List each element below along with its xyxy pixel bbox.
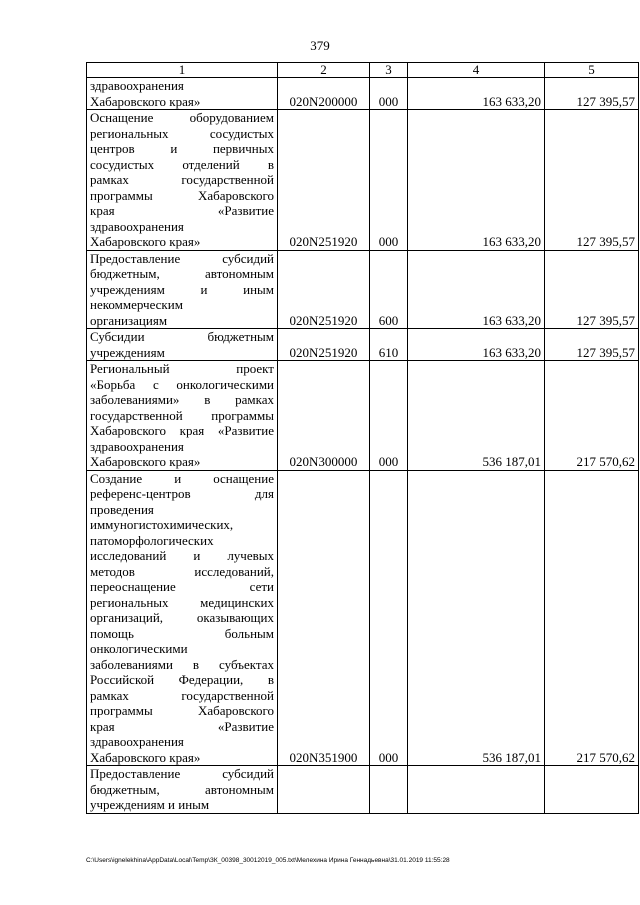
row-name-line: Хабаровского края» xyxy=(90,93,201,109)
table-row xyxy=(87,78,639,110)
row-name-line: сосудистых отделений в xyxy=(90,156,274,172)
row-name-line: Хабаровского края» xyxy=(90,454,201,469)
budget-code-cell: 020N251920 xyxy=(278,250,370,329)
row-name-line: бюджетным, автономным xyxy=(90,781,274,797)
row-name-line: здравоохранения xyxy=(90,218,184,234)
row-name-line: учреждениям xyxy=(90,344,165,360)
amount-column-5-cell: 217 570,62 xyxy=(545,470,639,766)
row-name-line: Региональный проект xyxy=(90,361,274,376)
column-header-4: 4 xyxy=(408,63,545,78)
row-name-line: переоснащение сети xyxy=(90,579,274,594)
row-name-line: заболеваниями в субъектах xyxy=(90,656,274,672)
row-name-cell xyxy=(87,78,278,110)
row-name-line: региональных сосудистых xyxy=(90,125,274,141)
table-header-row xyxy=(87,63,639,78)
footer-file-path: C:\Users\ignelekhina\AppData\Local\Temp\ЗК_00398_30012019_005.txt\Мелехина Ирина Геннадьевна\31.01.2019 11:55:28 xyxy=(86,857,450,864)
budget-code-cell: 020N300000 xyxy=(278,361,370,471)
amount-column-5-cell: 127 395,57 xyxy=(545,250,639,329)
amount-column-5-cell: 217 570,62 xyxy=(545,361,639,471)
budget-code-cell: 020N200000 xyxy=(278,78,370,110)
budget-code-cell: 020N251920 xyxy=(278,329,370,361)
expense-type-cell: 000 xyxy=(370,470,408,766)
expense-type-cell: 610 xyxy=(370,329,408,361)
row-name-line: рамках государственной xyxy=(90,687,274,703)
row-name-cell xyxy=(87,766,278,814)
row-name-line: Создание и оснащение xyxy=(90,470,274,486)
row-name-line: некоммерческим xyxy=(90,297,183,312)
row-name-line: центров и первичных xyxy=(90,141,274,156)
budget-table xyxy=(86,62,639,814)
table-row xyxy=(87,250,639,329)
row-name-line: методов исследований, xyxy=(90,563,274,579)
row-name-line: региональных медицинских xyxy=(90,594,274,610)
amount-column-4-cell: 536 187,01 xyxy=(408,361,545,471)
amount-column-4-cell: 163 633,20 xyxy=(408,250,545,329)
row-name-line: программы Хабаровского xyxy=(90,187,274,203)
row-name-line: Субсидии бюджетным xyxy=(90,329,274,344)
amount-column-5-cell: 127 395,57 xyxy=(545,110,639,251)
expense-type-cell xyxy=(370,766,408,814)
row-name-line: Хабаровского края» xyxy=(90,234,201,249)
row-name-line: организаций, оказывающих xyxy=(90,610,274,625)
row-name-line: Хабаровского края «Развитие xyxy=(90,423,274,438)
row-name-line: здравоохранения xyxy=(90,78,184,93)
row-name-line: проведения xyxy=(90,501,154,517)
amount-column-5-cell xyxy=(545,766,639,814)
row-name-line: края «Развитие xyxy=(90,718,274,734)
table-row xyxy=(87,766,639,814)
row-name-line: Предоставление субсидий xyxy=(90,250,274,266)
expense-type-cell: 000 xyxy=(370,110,408,251)
table-row xyxy=(87,110,639,251)
budget-code-cell xyxy=(278,766,370,814)
budget-code-cell: 020N351900 xyxy=(278,470,370,766)
row-name-line: программы Хабаровского xyxy=(90,703,274,718)
row-name-line: «Борьба с онкологическими xyxy=(90,376,274,392)
amount-column-4-cell: 536 187,01 xyxy=(408,470,545,766)
row-name-line: онкологическими xyxy=(90,641,188,656)
expense-type-cell: 000 xyxy=(370,78,408,110)
row-name-line: Российской Федерации, в xyxy=(90,672,274,687)
row-name-line: иммуногистохимических, xyxy=(90,517,234,532)
row-name-line: Хабаровского края» xyxy=(90,749,201,765)
row-name-line: референс-центров для xyxy=(90,486,274,501)
table-body xyxy=(87,78,639,814)
row-name-line: здравоохранения xyxy=(90,734,184,749)
row-name-line: заболеваниями» в рамках xyxy=(90,392,274,407)
expense-type-cell: 000 xyxy=(370,361,408,471)
row-name-line: учреждениям и иным xyxy=(90,281,274,297)
column-header-1: 1 xyxy=(87,63,278,78)
row-name-line: государственной программы xyxy=(90,407,274,423)
table-row xyxy=(87,470,639,766)
amount-column-4-cell xyxy=(408,766,545,814)
amount-column-4-cell: 163 633,20 xyxy=(408,110,545,251)
column-header-3: 3 xyxy=(370,63,408,78)
row-name-line: Предоставление субсидий xyxy=(90,766,274,781)
row-name-line: помощь больным xyxy=(90,625,274,641)
row-name-cell xyxy=(87,361,278,471)
amount-column-4-cell: 163 633,20 xyxy=(408,329,545,361)
row-name-line: Оснащение оборудованием xyxy=(90,110,274,125)
page-number: 379 xyxy=(310,38,330,53)
row-name-line: рамках государственной xyxy=(90,172,274,187)
table-row xyxy=(87,329,639,361)
row-name-cell xyxy=(87,470,278,766)
row-name-line: края «Развитие xyxy=(90,203,274,218)
row-name-cell xyxy=(87,250,278,329)
row-name-cell xyxy=(87,110,278,251)
expense-type-cell: 600 xyxy=(370,250,408,329)
column-header-2: 2 xyxy=(278,63,370,78)
row-name-line: учреждениям и иным xyxy=(90,797,210,812)
row-name-line: организациям xyxy=(90,312,168,328)
row-name-line: патоморфологических xyxy=(90,532,214,548)
row-name-line: здравоохранения xyxy=(90,438,184,454)
table-row xyxy=(87,361,639,471)
amount-column-5-cell: 127 395,57 xyxy=(545,78,639,110)
row-name-line: исследований и лучевых xyxy=(90,548,274,563)
row-name-cell xyxy=(87,329,278,361)
amount-column-4-cell: 163 633,20 xyxy=(408,78,545,110)
column-header-5: 5 xyxy=(545,63,639,78)
amount-column-5-cell: 127 395,57 xyxy=(545,329,639,361)
row-name-line: бюджетным, автономным xyxy=(90,266,274,281)
budget-code-cell: 020N251920 xyxy=(278,110,370,251)
